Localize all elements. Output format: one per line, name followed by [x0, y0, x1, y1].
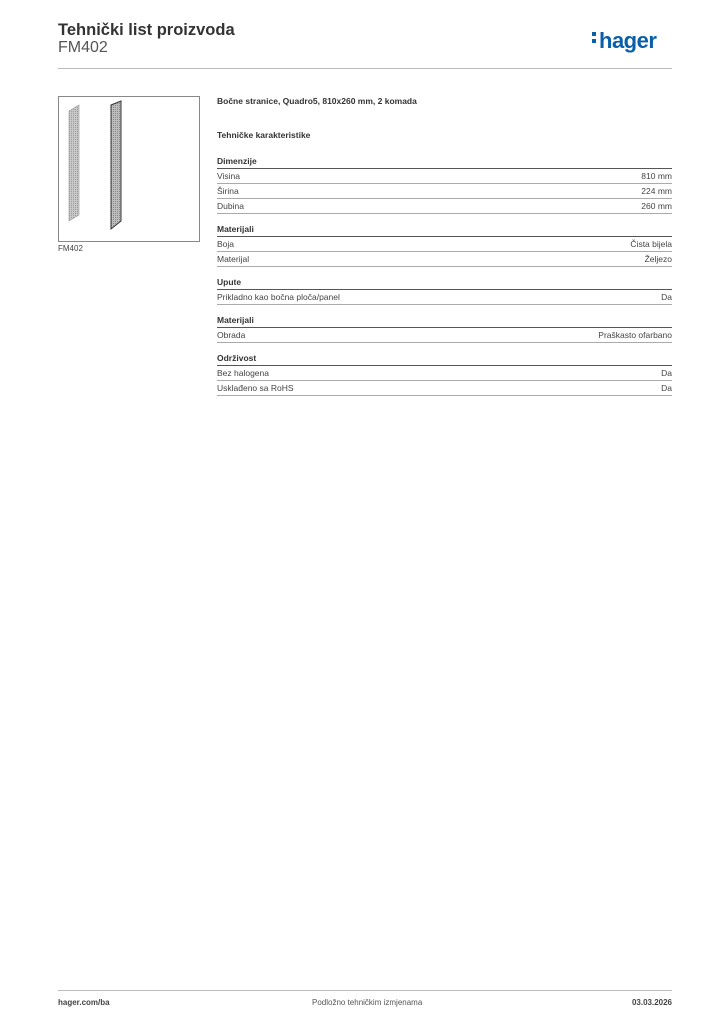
spec-content	[217, 96, 672, 396]
spec-row	[217, 381, 672, 396]
footer-note: Podložno tehničkim izmjenama	[312, 998, 423, 1007]
spec-row	[217, 184, 672, 199]
spec-label: Materijal	[217, 254, 250, 264]
spec-label: Dubina	[217, 201, 244, 211]
spec-row	[217, 366, 672, 381]
side-panels-icon	[59, 97, 199, 241]
product-code: FM402	[58, 39, 108, 56]
footer-divider	[58, 990, 672, 991]
spec-label: Usklađeno sa RoHS	[217, 383, 294, 393]
spec-row	[217, 237, 672, 252]
spec-value: Čista bijela	[630, 239, 672, 249]
spec-value: Da	[661, 368, 672, 378]
spec-value: Željezo	[644, 254, 672, 264]
spec-group-title: Materijali	[217, 214, 672, 237]
product-description: Bočne stranice, Quadro5, 810x260 mm, 2 komada	[217, 96, 417, 106]
logo-text: hager	[599, 28, 657, 53]
logo-dots-icon	[592, 29, 597, 46]
spec-label: Obrada	[217, 330, 246, 340]
spec-row	[217, 328, 672, 343]
spec-row	[217, 252, 672, 267]
spec-group	[217, 146, 672, 214]
spec-group-title: Održivost	[217, 343, 672, 366]
spec-group-title: Dimenzije	[217, 146, 672, 169]
spec-group	[217, 305, 672, 343]
image-caption: FM402	[58, 244, 83, 253]
spec-group-title: Materijali	[217, 305, 672, 328]
spec-label: Boja	[217, 239, 235, 249]
spec-group	[217, 343, 672, 396]
spec-group-title: Upute	[217, 267, 672, 290]
spec-value: 260 mm	[641, 201, 672, 211]
spec-value: 224 mm	[641, 186, 672, 196]
spec-label: Širina	[217, 186, 239, 196]
spec-row	[217, 290, 672, 305]
spec-group	[217, 214, 672, 267]
product-image	[58, 96, 200, 242]
spec-value: Da	[661, 292, 672, 302]
spec-value: Praškasto ofarbano	[598, 330, 672, 340]
footer-website-link[interactable]: hager.com/ba	[58, 998, 110, 1007]
spec-row	[217, 169, 672, 184]
header-divider	[58, 68, 672, 69]
page-title: Tehnički list proizvoda	[58, 21, 235, 39]
spec-row	[217, 199, 672, 214]
spec-label: Visina	[217, 171, 240, 181]
spec-value: Da	[661, 383, 672, 393]
hager-logo	[592, 28, 656, 54]
spec-label: Prikladno kao bočna ploča/panel	[217, 292, 340, 302]
spec-value: 810 mm	[641, 171, 672, 181]
spec-label: Bez halogena	[217, 368, 269, 378]
spec-group	[217, 267, 672, 305]
specs-heading: Tehničke karakteristike	[217, 130, 311, 140]
footer-date: 03.03.2026	[631, 998, 672, 1007]
